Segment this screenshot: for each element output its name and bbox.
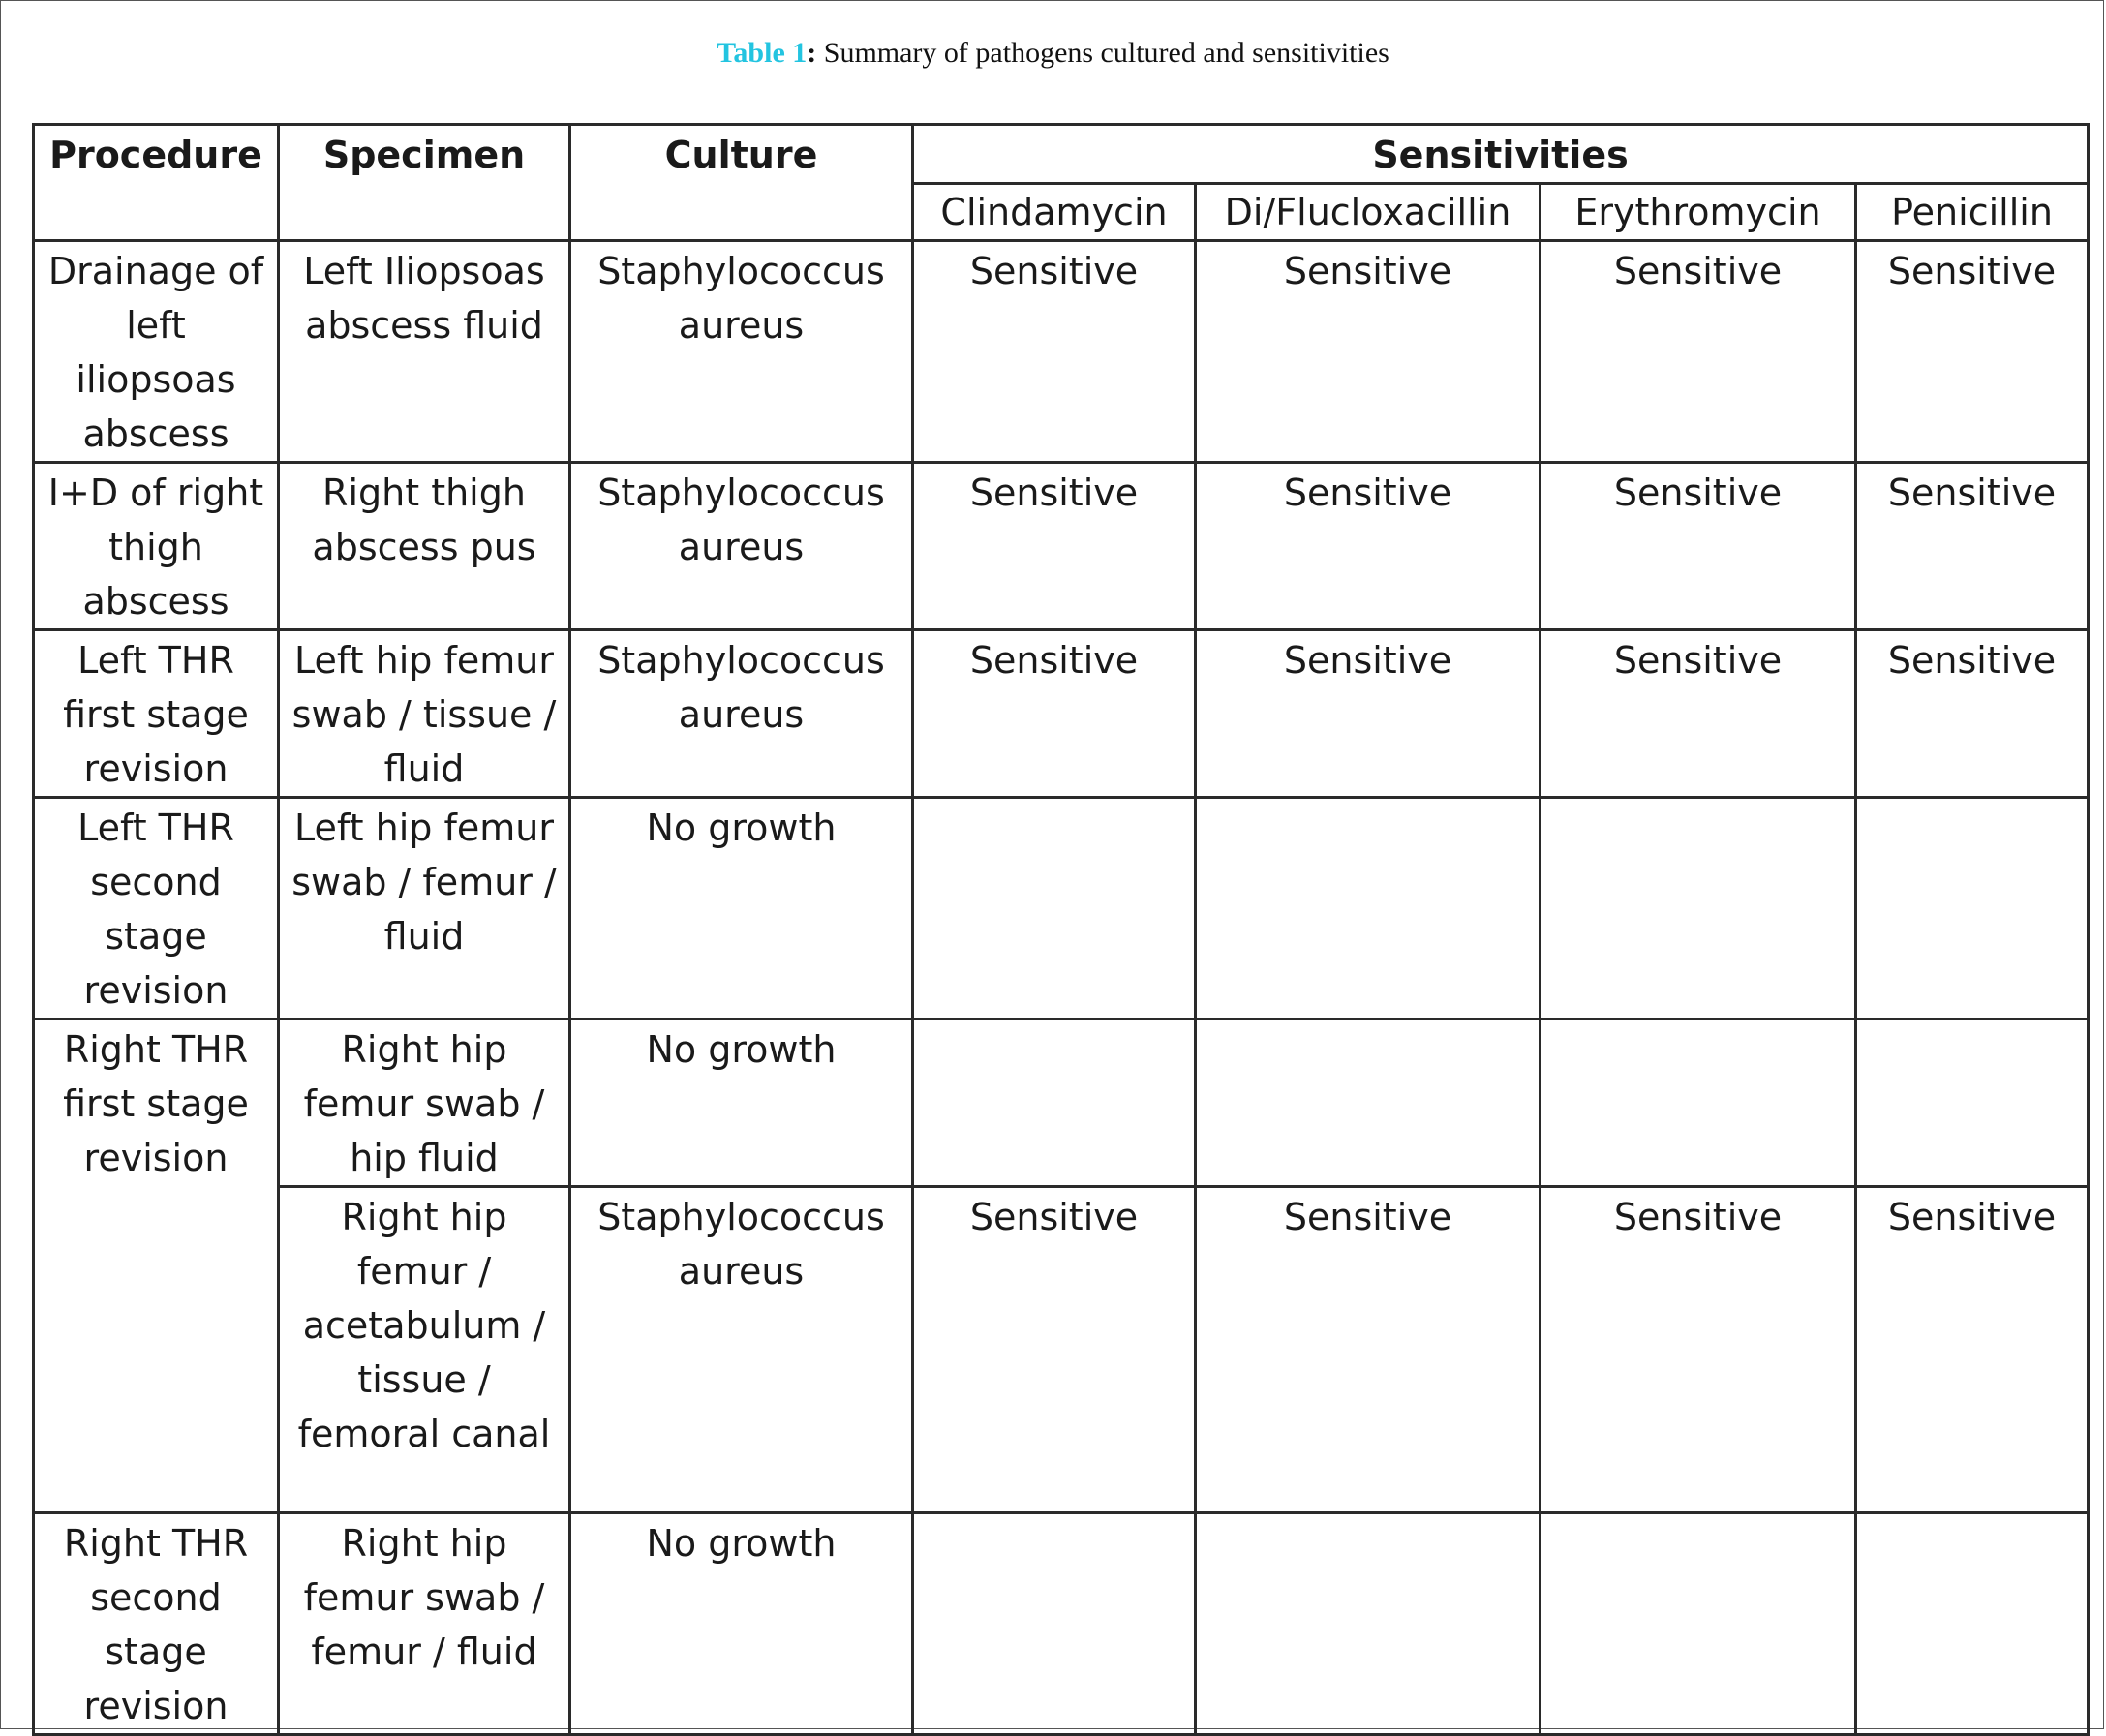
sensitivity-cell	[913, 798, 1196, 1020]
culture-cell: No growth	[570, 798, 913, 1020]
sensitivity-cell: Sensitive	[913, 1187, 1196, 1513]
specimen-cell: Left hip femur swab / femur / fluid	[279, 798, 570, 1020]
sensitivity-cell	[1856, 798, 2089, 1020]
procedure-cell: Drainage of left iliopsoas abscess	[34, 241, 279, 463]
specimen-cell: Right thigh abscess pus	[279, 463, 570, 630]
procedure-cell: Right THR second stage revision	[34, 1513, 279, 1735]
culture-cell: Staphylococcus aureus	[570, 463, 913, 630]
sensitivity-cell	[1196, 1513, 1541, 1735]
sensitivity-cell	[913, 1020, 1196, 1187]
header-antibiotic-erythromycin: Erythromycin	[1541, 184, 1856, 241]
sensitivity-cell: Sensitive	[1196, 241, 1541, 463]
sensitivity-cell	[1541, 798, 1856, 1020]
table-row	[34, 1020, 2089, 1187]
procedure-cell: Left THR second stage revision	[34, 798, 279, 1020]
sensitivity-cell: Sensitive	[1856, 463, 2089, 630]
table-row	[34, 463, 2089, 630]
sensitivity-cell: Sensitive	[913, 241, 1196, 463]
procedure-cell: Right THR first stage revision	[34, 1020, 279, 1513]
sensitivity-cell: Sensitive	[1541, 1187, 1856, 1513]
culture-cell: No growth	[570, 1513, 913, 1735]
table-row	[34, 1513, 2089, 1735]
sensitivity-cell: Sensitive	[1856, 630, 2089, 798]
culture-cell: No growth	[570, 1020, 913, 1187]
header-culture: Culture	[570, 125, 913, 241]
table-caption-text: Summary of pathogens cultured and sensitivities	[823, 37, 1389, 69]
table-body	[34, 241, 2089, 1735]
table-row	[34, 1187, 2089, 1513]
sensitivity-cell: Sensitive	[1196, 1187, 1541, 1513]
table-row	[34, 241, 2089, 463]
header-antibiotic-clindamycin: Clindamycin	[913, 184, 1196, 241]
pathogen-sensitivity-table	[32, 123, 2090, 1736]
culture-cell: Staphylococcus aureus	[570, 241, 913, 463]
table-caption-separator: :	[807, 37, 817, 69]
header-specimen: Specimen	[279, 125, 570, 241]
procedure-cell: Left THR first stage revision	[34, 630, 279, 798]
table-caption-label: Table 1	[717, 37, 808, 69]
header-procedure: Procedure	[34, 125, 279, 241]
specimen-cell: Left hip femur swab / tissue / fluid	[279, 630, 570, 798]
specimen-cell: Right hip femur swab / hip fluid	[279, 1020, 570, 1187]
table-caption	[0, 37, 2106, 70]
specimen-cell: Right hip femur swab / femur / fluid	[279, 1513, 570, 1735]
sensitivity-cell: Sensitive	[1856, 1187, 2089, 1513]
sensitivity-cell: Sensitive	[1856, 241, 2089, 463]
sensitivity-cell: Sensitive	[1541, 463, 1856, 630]
sensitivity-cell: Sensitive	[1541, 241, 1856, 463]
sensitivity-cell	[1541, 1020, 1856, 1187]
culture-cell: Staphylococcus aureus	[570, 630, 913, 798]
sensitivity-cell	[1196, 798, 1541, 1020]
sensitivity-cell	[1856, 1513, 2089, 1735]
sensitivity-cell: Sensitive	[1196, 630, 1541, 798]
sensitivity-cell: Sensitive	[913, 463, 1196, 630]
sensitivity-cell	[1856, 1020, 2089, 1187]
table-row	[34, 798, 2089, 1020]
header-antibiotic-penicillin: Penicillin	[1856, 184, 2089, 241]
procedure-cell: I+D of right thigh abscess	[34, 463, 279, 630]
specimen-cell: Left Iliopsoas abscess fluid	[279, 241, 570, 463]
table-row	[34, 630, 2089, 798]
sensitivity-cell	[1541, 1513, 1856, 1735]
sensitivity-cell	[1196, 1020, 1541, 1187]
table-header	[34, 125, 2089, 241]
header-sensitivities: Sensitivities	[913, 125, 2089, 184]
sensitivity-cell	[913, 1513, 1196, 1735]
sensitivity-cell: Sensitive	[1196, 463, 1541, 630]
header-antibiotic-flucloxacillin: Di/Flucloxacillin	[1196, 184, 1541, 241]
sensitivity-cell: Sensitive	[913, 630, 1196, 798]
sensitivity-cell: Sensitive	[1541, 630, 1856, 798]
culture-cell: Staphylococcus aureus	[570, 1187, 913, 1513]
specimen-cell: Right hip femur / acetabulum / tissue / femoral canal	[279, 1187, 570, 1513]
